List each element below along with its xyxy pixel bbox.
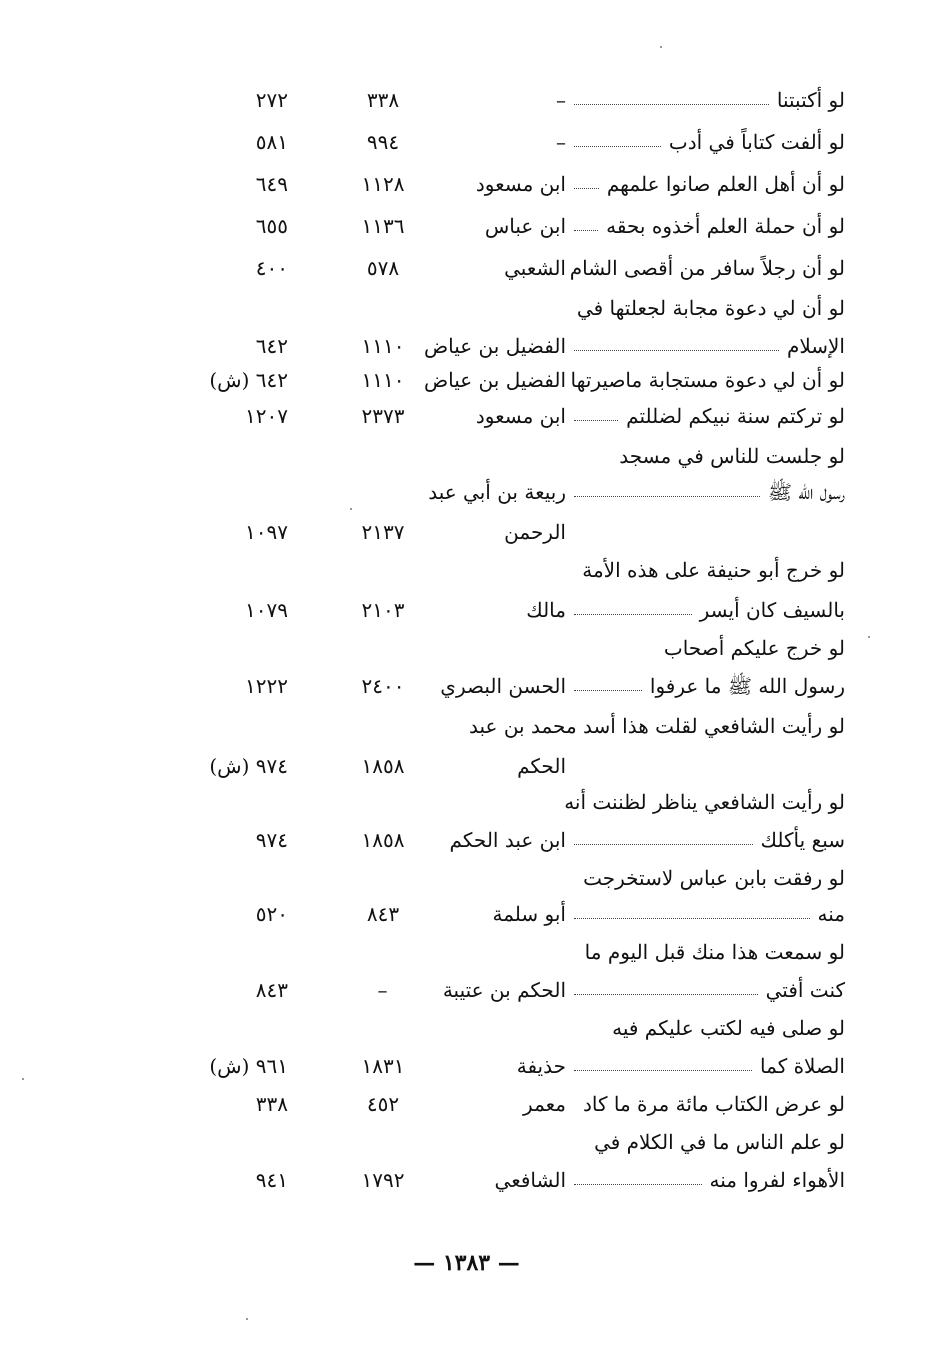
index-line: [0, 896, 933, 932]
index-line: [0, 708, 933, 744]
entry-text: لو أن أهل العلم صانوا علمهم: [606, 172, 845, 196]
entry-narrator: ابن عبد الحكم: [449, 828, 566, 852]
index-line: [0, 934, 933, 970]
entry-page: ٨٤٣: [255, 978, 288, 1002]
entry-text: لو تركتم سنة نبيكم لضللتم: [626, 404, 845, 428]
index-line: [0, 1124, 933, 1160]
page-number: — ١٣٨٣ —: [413, 1250, 520, 1276]
entry-text: لو أن لي دعوة مستجابة ماصيرتها: [570, 368, 845, 392]
entry-narrator: الحكم بن عتيبة: [442, 978, 566, 1002]
index-line: [0, 82, 933, 118]
entry-narrator: معمر: [523, 1092, 566, 1116]
dotted-leader: [574, 188, 599, 189]
entry-narrator: ابن مسعود: [475, 172, 566, 196]
entry-text: لو علم الناس ما في الكلام في: [594, 1130, 845, 1154]
index-line: [0, 362, 933, 398]
entry-text: لو رأيت الشافعي لقلت هذا أسد محمد بن عبد: [469, 714, 845, 738]
entry-number: ١١١٠: [361, 368, 405, 392]
index-line: [0, 398, 933, 434]
entry-number: ١١٢٨: [361, 172, 405, 196]
entry-number: ٢٤٠٠: [361, 674, 405, 698]
dotted-leader: [574, 1070, 752, 1071]
dotted-leader: [574, 1184, 702, 1185]
scan-speck: [868, 636, 870, 638]
index-line: [0, 972, 933, 1008]
entry-number: ٨٤٣: [366, 902, 400, 926]
index-line: [0, 668, 933, 704]
entry-text: لو أن حملة العلم أخذوه بحقه: [606, 214, 845, 238]
index-line: [0, 514, 933, 550]
dotted-leader: [574, 918, 810, 919]
index-line: [0, 438, 933, 474]
entry-page: ٣٣٨: [255, 1092, 288, 1116]
entry-number: ٢١٠٣: [361, 598, 405, 622]
scan-speck: [22, 1078, 24, 1080]
entry-page: ٤٠٠: [255, 256, 288, 280]
entry-text: لو رفقت بابن عباس لاستخرجت: [583, 866, 845, 890]
entry-number: ٢١٣٧: [361, 520, 405, 544]
entry-narrator: الحكم: [517, 754, 566, 778]
index-line: [0, 592, 933, 628]
entry-number: ٢٣٧٣: [361, 404, 405, 428]
entry-text: لو عرض الكتاب مائة مرة ما كاد: [582, 1092, 845, 1116]
dotted-leader: [574, 994, 758, 995]
scan-speck: [246, 1318, 248, 1320]
index-line: [0, 822, 933, 858]
dotted-leader: [574, 146, 661, 147]
index-line: [0, 250, 933, 286]
entry-narrator: مالك: [526, 598, 566, 622]
entry-text: منه: [817, 902, 845, 926]
index-line: [0, 328, 933, 364]
entry-narrator: ابن عباس: [484, 214, 566, 238]
entry-narrator: حذيفة: [516, 1054, 566, 1078]
index-line: [0, 208, 933, 244]
entry-page: ١٠٧٩: [245, 598, 288, 622]
dotted-leader: [574, 844, 753, 845]
entry-page: ٦٥٥: [255, 214, 288, 238]
index-line: [0, 124, 933, 160]
dotted-leader: [574, 496, 760, 497]
entry-text: لو ألفت كتاباً في أدب: [668, 130, 845, 154]
entry-text: كنت أفتي: [765, 978, 845, 1002]
entry-narrator: الشافعي: [494, 1168, 566, 1192]
index-line: [0, 474, 933, 510]
dotted-leader: [574, 614, 692, 615]
entry-text: لو سمعت هذا منك قبل اليوم ما: [584, 940, 845, 964]
entry-narrator: –: [556, 88, 566, 112]
entry-text: الأهواء لفروا منه: [709, 1168, 845, 1192]
entry-number: ١٨٥٨: [361, 754, 405, 778]
entry-number: ٥٧٨: [366, 256, 400, 280]
index-line: [0, 784, 933, 820]
entry-text: الإسلام: [786, 334, 845, 358]
entry-number: ١١١٠: [361, 334, 405, 358]
entry-text: لو أن رجلاً سافر من أقصى الشام: [569, 256, 845, 280]
entry-page: ١٢٠٧: [245, 404, 288, 428]
entry-text: لو جلست للناس في مسجد: [619, 444, 845, 468]
entry-page: ٦٤٩: [255, 172, 288, 196]
scan-speck: [660, 46, 662, 48]
entry-number: –: [377, 978, 389, 1002]
entry-page: ٦٤٢: [255, 334, 288, 358]
entry-narrator: ابن مسعود: [475, 404, 566, 428]
entry-narrator: الفضيل بن عياض: [423, 368, 566, 392]
entry-number: ٣٣٨: [366, 88, 400, 112]
entry-page: ٢٧٢: [255, 88, 288, 112]
index-line: [0, 860, 933, 896]
dotted-leader: [574, 104, 769, 105]
entry-page: ٦٤٢ (ش): [209, 368, 288, 392]
entry-number: ٤٥٢: [366, 1092, 400, 1116]
entry-number: ٩٩٤: [366, 130, 400, 154]
entry-text: الصلاة كما: [760, 1054, 845, 1078]
entry-page: ٩٧٤: [255, 828, 288, 852]
index-line: [0, 1010, 933, 1046]
index-line: [0, 552, 933, 588]
entry-text: لو صلى فيه لكتب عليكم فيه: [612, 1016, 845, 1040]
dotted-leader: [574, 230, 598, 231]
entry-text: لو أن لي دعوة مجابة لجعلتها في: [576, 296, 845, 320]
index-line: [0, 1162, 933, 1198]
entry-text: لو أكتبتنا: [776, 88, 845, 112]
entry-narrator: أبو سلمة: [492, 902, 566, 926]
index-line: [0, 1048, 933, 1084]
entry-page: ٥٢٠: [255, 902, 288, 926]
entry-narrator: ربيعة بن أبي عبد: [428, 480, 566, 504]
entry-narrator: –: [556, 130, 566, 154]
dotted-leader: [574, 420, 618, 421]
index-line: [0, 1086, 933, 1122]
entry-page: ٩٦١ (ش): [209, 1054, 288, 1078]
index-line: [0, 166, 933, 202]
entry-text: لو خرج عليكم أصحاب: [663, 636, 845, 660]
entry-page: ٩٤١: [255, 1168, 288, 1192]
entry-page: ١٠٩٧: [245, 520, 288, 544]
entry-page: ٥٨١: [255, 130, 288, 154]
scan-speck: [350, 508, 352, 510]
entry-text: سبع يأكلك: [760, 828, 845, 852]
index-line: [0, 630, 933, 666]
entry-number: ١١٣٦: [361, 214, 405, 238]
entry-page: ١٢٢٢: [245, 674, 288, 698]
dotted-leader: [574, 350, 779, 351]
index-line: [0, 290, 933, 326]
entry-text: رسول الله ﷺ ما عرفوا: [649, 674, 845, 698]
entry-number: ١٧٩٢: [361, 1168, 405, 1192]
dotted-leader: [574, 690, 642, 691]
entry-narrator: الحسن البصري: [440, 674, 566, 698]
entry-text: لو خرج أبو حنيفة على هذه الأمة: [582, 558, 845, 582]
entry-text: بالسيف كان أيسر: [699, 598, 845, 622]
entry-text: لو رأيت الشافعي يناظر لظننت أنه: [564, 790, 845, 814]
entry-text: رسول الله ﷺ: [767, 480, 845, 504]
entry-narrator: الفضيل بن عياض: [423, 334, 566, 358]
entry-number: ١٨٥٨: [361, 828, 405, 852]
entry-page: ٩٧٤ (ش): [209, 754, 288, 778]
entry-narrator: الرحمن: [504, 520, 566, 544]
index-line: [0, 748, 933, 784]
entry-narrator: الشعبي: [504, 256, 566, 280]
entry-number: ١٨٣١: [361, 1054, 405, 1078]
